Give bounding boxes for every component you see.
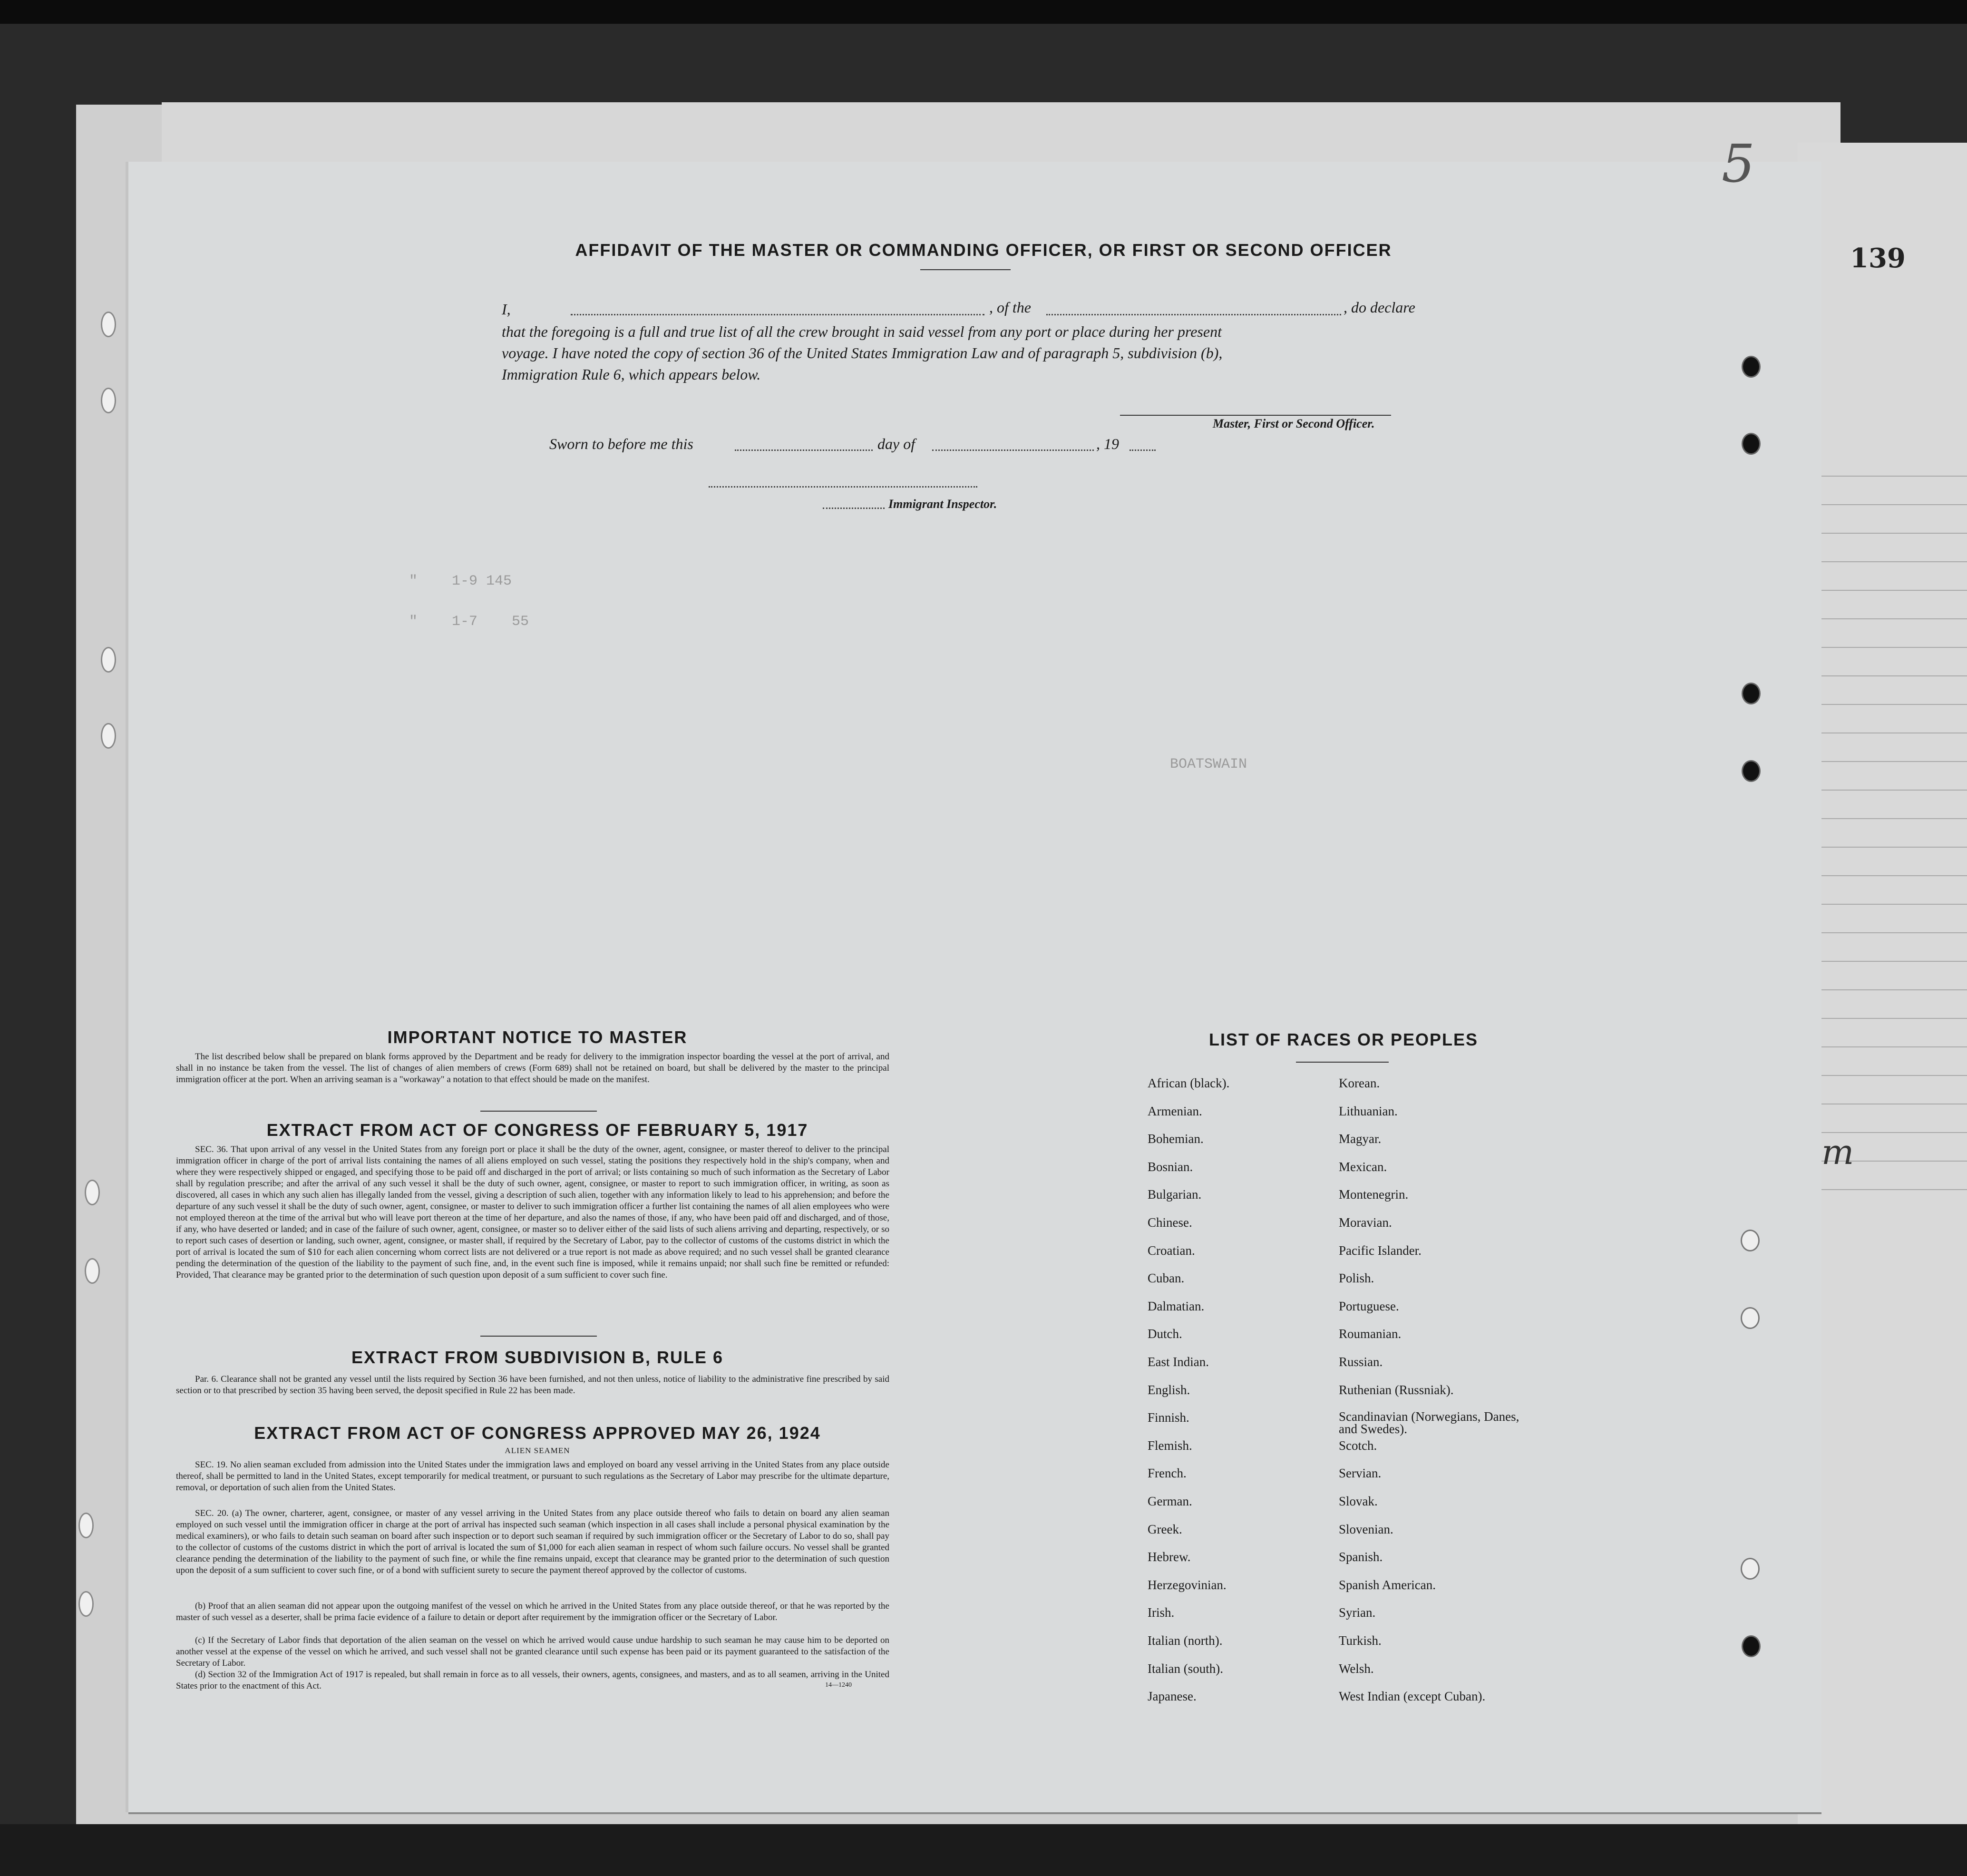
extract-1924-sec19: SEC. 19. No alien seaman excluded from admission into the United States under the immigration laws and employed on board any vessel arriving in the United States from any place outside thereof, shall be permitted to land in the United States, except temporarily for medical treatment, or pursuant to such regulations as the Secretary of Labor may prescribe for the ultimate departure, removal, or deportation of such alien from the United States. [176, 1460, 889, 1493]
race-item: East Indian. [1148, 1355, 1209, 1369]
extract-rule6-body: Par. 6. Clearance shall not be granted any vessel until the lists required by Section 36 have been furnished, and not then unless, notice of liability to the administrative fine prescribed by said section or to that prescribed by section 35 having been served, the deposit specified in Rule 22 has been made. [176, 1374, 889, 1396]
scanner-top-border [0, 0, 1967, 24]
race-item: Polish. [1339, 1271, 1374, 1286]
extract-1917-title: EXTRACT FROM ACT OF CONGRESS OF FEBRUARY 5, 1917 [266, 1120, 808, 1140]
binder-hole [1741, 1307, 1760, 1329]
race-item: Spanish. [1339, 1550, 1383, 1564]
race-item: Scotch. [1339, 1438, 1377, 1453]
affidavit-line-4: Immigration Rule 6, which appears below. [502, 366, 761, 383]
race-item: Servian. [1339, 1466, 1382, 1481]
race-item: Italian (south). [1148, 1661, 1223, 1676]
race-item: Irish. [1148, 1605, 1175, 1620]
master-signature-label: Master, First or Second Officer. [1213, 417, 1375, 430]
race-item: Spanish American. [1339, 1577, 1436, 1592]
extract-1917-body: SEC. 36. That upon arrival of any vessel in the United States from any foreign port or place it shall be the duty of the owner, agent, consignee, or master thereof to deliver to the principal immigration officer in charge of the port of arrival lists containing the names of all aliens employed on such vessel, stating the positions they respectively hold in the ship's company, when and where they were respectively shipped or engaged, and specifying those to be paid off and discharged in the port of arrival; or lists containing so much of such information as the Secretary of Labor shall by regulation prescribe; and after the arrival of any such vessel it shall be the duty of such owner, agent, consignee, or master to report to such immigration officer, in writing, as soon as discovered, all cases in which any such alien has illegally landed from the vessel, giving a description of such alien, together with any information likely to lead to his apprehension; and before the departure of any such vessel it shall be the duty of such owner, agent, consignee, or master to deliver to such immigration officer a further list containing the names of all alien employees who were not employed thereon at the time of the arrival but who will leave port thereon at the time of her departure, and also the names of those, if any, who have been paid off and discharged, and of those, if any, who have deserted or landed; and in case of the failure of such owner, agent, consignee, or master so to deliver either of the said lists of such aliens arriving and departing, respectively, or so to report such cases of desertion or landing, such owner, agent, consignee, or master shall, if required by the Secretary of Labor, pay to the collector of customs of the customs district in which the port of arrival is located the sum of $10 for each alien concerning whom correct lists are not delivered or a true report is not made as above required; and no such vessel shall be granted clearance pending the determination of the question of the liability to the payment of such fine, and, in the event such fine is imposed, while it remains unpaid; nor shall such fine be remitted or refunded: Provided, That clearance may be granted prior to the determination of such question upon deposit of a sum sufficient to cover such fine. [176, 1144, 889, 1280]
bleed-through-mark: " 1-9 145 [409, 573, 512, 589]
race-item: Korean. [1339, 1076, 1380, 1090]
master-signature-line[interactable] [1120, 415, 1391, 416]
vessel-field[interactable] [1046, 314, 1341, 315]
binder-hole [1742, 683, 1761, 704]
binder-hole [101, 388, 116, 413]
race-item: German. [1148, 1494, 1192, 1508]
bleed-through-mark: BOATSWAIN [1170, 756, 1247, 772]
race-item: Armenian. [1148, 1104, 1202, 1118]
race-item: Montenegrin. [1339, 1187, 1409, 1202]
day-of-label: day of [877, 435, 915, 452]
adjacent-ledger-page [1798, 143, 1967, 1855]
extract-1924-sec20b: (b) Proof that an alien seaman did not appear upon the outgoing manifest of the vessel on which he arrived in the United States from any place outside thereof, or that he was reported by the master of such vessel as a deserter, shall be prima facie evidence of a failure to detain or deport after requirement by the immigration officer or the Secretary of Labor. [176, 1601, 889, 1622]
race-item: Chinese. [1148, 1215, 1192, 1230]
scanner-bottom-border [0, 1824, 1967, 1876]
inspector-signature-line[interactable] [709, 486, 977, 488]
divider [920, 269, 1011, 270]
race-item: Greek. [1148, 1522, 1182, 1536]
race-item: Pacific Islander. [1339, 1243, 1422, 1258]
race-item: Russian. [1339, 1355, 1383, 1369]
race-item: African (black). [1148, 1076, 1230, 1090]
extract-1924-sec20c: (c) If the Secretary of Labor finds that deportation of the alien seaman on the vessel on which he arrived would cause undue hardship to such seaman he may cause him to be deported on another vessel at the expense of the vessel on which he arrived, and such vessel shall not be granted clearance until such expense has been paid or its payment guaranteed to the satisfaction of the Secretary of Labor. [176, 1635, 889, 1668]
race-item: English. [1148, 1382, 1190, 1397]
race-item: Ruthenian (Russniak). [1339, 1382, 1454, 1397]
race-item: Welsh. [1339, 1661, 1374, 1676]
race-item: Magyar. [1339, 1132, 1382, 1146]
race-item: Dutch. [1148, 1327, 1182, 1341]
bleed-through-mark: " 1-7 55 [409, 614, 529, 630]
binder-hole [1742, 1635, 1761, 1657]
binder-hole [78, 1513, 94, 1538]
binder-hole [85, 1180, 100, 1205]
race-item: Turkish. [1339, 1633, 1382, 1648]
affidavit-line-1 [502, 299, 1429, 320]
race-item: Herzegovinian. [1148, 1577, 1227, 1592]
race-item: Syrian. [1339, 1605, 1376, 1620]
extract-1924-title: EXTRACT FROM ACT OF CONGRESS APPROVED MAY 26, 1924 [254, 1423, 821, 1443]
underlying-page-top [162, 102, 1840, 169]
extract-rule6-title: EXTRACT FROM SUBDIVISION B, RULE 6 [351, 1348, 724, 1367]
sworn-month-field[interactable] [932, 449, 1094, 451]
do-declare-label: , do declare [1344, 299, 1415, 316]
extract-1924-sec20a: SEC. 20. (a) The owner, charterer, agent, consignee, or master of any vessel arriving in the United States from any place outside thereof who fails to detain on board any alien seaman employed on such vessel until the immigration officer in charge at the port of arrival has inspected such seaman (which inspection in all cases shall include a personal physical examination by the medical examiners), or who fails to detain such seaman on board after such inspection or to deport such seaman if required by such immigration officer or the Secretary of Labor to do so, shall pay to the collector of customs of the customs district in which the port of arrival is located the sum of $1,000 for each alien seaman in respect of whom such failure occurs. No vessel shall be granted clearance pending the determination of the liability to the payment of such fine, or while the fine remains unpaid, except that clearance may be granted prior to the determination of such question upon the deposit of a sum sufficient to cover such fine, or of a bond with sufficient surety to secure the payment thereof approved by the collector of customs. [176, 1508, 889, 1575]
binder-hole [101, 723, 116, 749]
race-item: Hebrew. [1148, 1550, 1191, 1564]
margin-mark: m [1821, 1132, 1854, 1172]
race-item: Scandinavian (Norwegians, Danes, and Swedes). [1339, 1409, 1519, 1436]
page-number: 139 [1850, 243, 1906, 274]
binder-hole [1741, 1230, 1760, 1251]
race-item: Bosnian. [1148, 1159, 1193, 1174]
sworn-year-field[interactable] [1130, 449, 1156, 451]
race-item: Mexican. [1339, 1159, 1387, 1174]
affidavit-line-3: voyage. I have noted the copy of section 36 of the United States Immigration Law and of paragraph 5, subdivision (b), [502, 344, 1223, 362]
race-item: Roumanian. [1339, 1327, 1402, 1341]
of-the-label: , of the [989, 299, 1031, 316]
race-item: Flemish. [1148, 1438, 1192, 1453]
extract-1924-sec20d: (d) Section 32 of the Immigration Act of 1917 is repealed, but shall remain in force as to all vessels, their owners, agents, consignees, and masters, and as to all seamen, arriving in the United States prior to the enactment of this Act. [176, 1670, 889, 1691]
divider [1296, 1062, 1389, 1063]
notice-body: The list described below shall be prepared on blank forms approved by the Department and be ready for delivery to the immigration inspector boarding the vessel at the port of arrival, and shall in no instance be taken from the vessel. The list of changes of alien members of crews (Form 689) shall not be retained on board, but shall be delivered by the master to the principal immigration officer at the port. When an arriving seaman is a "workaway" a notation to that effect should be made on the manifest. [176, 1052, 889, 1085]
divider [480, 1336, 597, 1337]
binder-hole [1742, 356, 1761, 378]
sworn-label: Sworn to before me this [549, 435, 693, 452]
binder-hole [85, 1258, 100, 1284]
race-item: Bulgarian. [1148, 1187, 1202, 1202]
sworn-day-field[interactable] [735, 449, 873, 451]
races-title: LIST OF RACES OR PEOPLES [1208, 1030, 1479, 1049]
binder-hole [78, 1591, 94, 1617]
notice-title: IMPORTANT NOTICE TO MASTER [387, 1027, 688, 1047]
race-item: Croatian. [1148, 1243, 1195, 1258]
race-item: Slovenian. [1339, 1522, 1393, 1536]
binder-hole [1742, 760, 1761, 782]
race-item: Moravian. [1339, 1215, 1392, 1230]
race-item: Dalmatian. [1148, 1299, 1205, 1313]
race-item: Cuban. [1148, 1271, 1185, 1286]
name-field[interactable] [571, 314, 984, 315]
form-number: 14—1240 [825, 1681, 852, 1689]
race-item: West Indian (except Cuban). [1339, 1689, 1486, 1704]
affidavit-title: AFFIDAVIT OF THE MASTER OR COMMANDING OFFICER, OR FIRST OR SECOND OFFICER [575, 240, 1392, 260]
race-item: Finnish. [1148, 1410, 1189, 1425]
race-item: Bohemian. [1148, 1132, 1204, 1146]
binder-hole [1742, 433, 1761, 455]
race-item: French. [1148, 1466, 1187, 1481]
year-label: , 19 [1096, 435, 1119, 452]
race-item: Portuguese. [1339, 1299, 1399, 1313]
binder-hole [101, 312, 116, 337]
inspector-label: Immigrant Inspector. [888, 497, 997, 511]
i-label: I, [502, 301, 511, 318]
extract-1924-subtitle: ALIEN SEAMEN [505, 1446, 570, 1455]
binder-hole [1741, 1558, 1760, 1580]
inspector-dots [823, 508, 885, 509]
sheet-number: 5 [1722, 133, 1755, 194]
race-item: Slovak. [1339, 1494, 1378, 1508]
race-item: Italian (north). [1148, 1633, 1223, 1648]
affidavit-line-2: that the foregoing is a full and true list of all the crew brought in said vessel from any port or place during her present [502, 323, 1222, 340]
race-item: Japanese. [1148, 1689, 1197, 1704]
race-item: Lithuanian. [1339, 1104, 1398, 1118]
binder-hole [101, 647, 116, 673]
divider [480, 1111, 597, 1112]
